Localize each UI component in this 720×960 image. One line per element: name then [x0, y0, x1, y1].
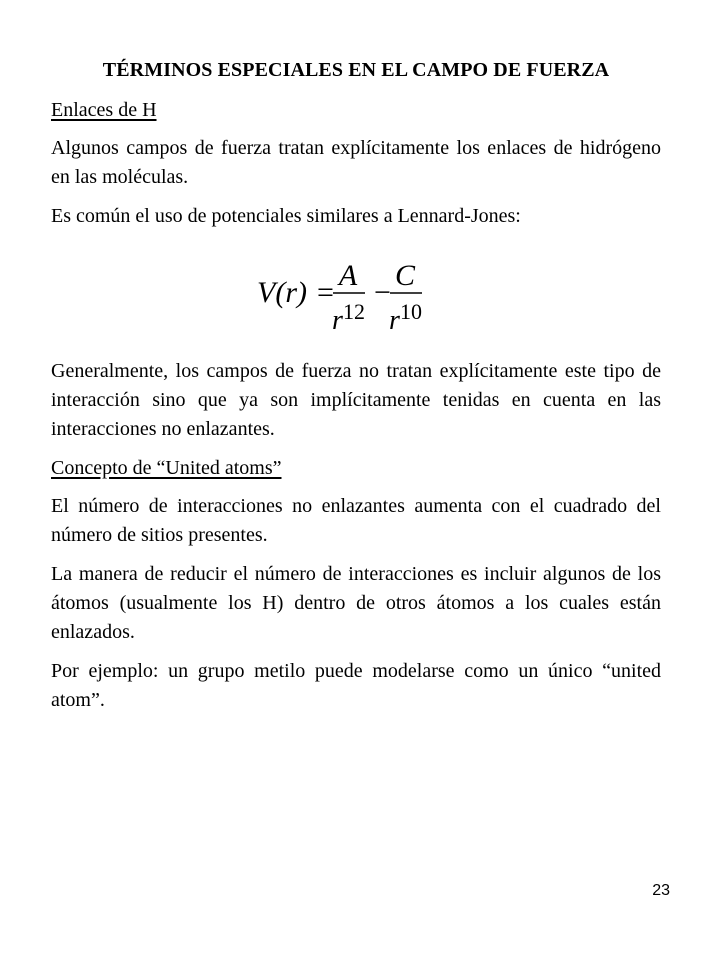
document-page — [51, 56, 661, 725]
formula-denominator-r1: r — [332, 305, 343, 336]
formula-exponent-10: 10 — [400, 299, 422, 324]
paragraph-united-atoms-2: La manera de reducir el número de interacciones es incluir algunos de los átomos (usualmente los H) dentro de otros átomos a los cuales están enlazados. — [51, 563, 661, 643]
lennard-jones-formula — [51, 247, 661, 347]
section-h-bonds — [51, 96, 661, 231]
section-heading-h-bonds: Enlaces de H — [51, 99, 157, 121]
formula-lhs: V(r) — [257, 276, 307, 309]
paragraph-lennard-jones: Es común el uso de potenciales similares a Lennard-Jones: — [51, 205, 521, 227]
formula-numerator-c: C — [394, 259, 416, 292]
formula-graphic — [257, 247, 457, 342]
page-title: TÉRMINOS ESPECIALES EN EL CAMPO DE FUERZA — [102, 59, 610, 81]
paragraph-united-atoms-3: Por ejemplo: un grupo metilo puede modelarse como un único “united atom”. — [51, 660, 661, 711]
paragraph-h-bonds-intro: Algunos campos de fuerza tratan explícitamente los enlaces de hidrógeno en las moléculas. — [51, 137, 661, 188]
paragraph-after-formula: Generalmente, los campos de fuerza no tratan explícitamente este tipo de interacción sino que ya son implícitamente tenidas en cuenta en las interacciones no enlazantes. — [51, 360, 661, 440]
formula-denominator-r2: r — [389, 305, 400, 336]
section-united-atoms — [51, 454, 661, 715]
section-heading-united-atoms: Concepto de “United atoms” — [51, 457, 282, 479]
formula-numerator-a: A — [338, 259, 358, 292]
paragraph-united-atoms-1: El número de interacciones no enlazantes aumenta con el cuadrado del número de sitios presentes. — [51, 495, 661, 546]
formula-minus: − — [374, 276, 391, 309]
formula-exponent-12: 12 — [343, 299, 365, 324]
page-number: 23 — [652, 882, 670, 899]
formula-equals: = — [317, 276, 334, 309]
